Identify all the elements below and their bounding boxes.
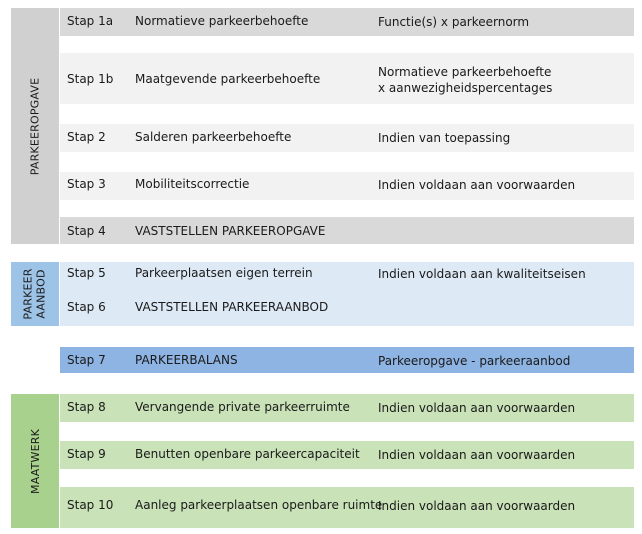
step-number: Stap 8 [67, 400, 106, 414]
step-number: Stap 1b [67, 72, 114, 86]
step-number: Stap 2 [67, 130, 106, 144]
step-note: Functie(s) x parkeernorm [378, 15, 530, 29]
step-note: Indien voldaan aan voorwaarden [378, 401, 576, 415]
step-name: VASTSTELLEN PARKEEROPGAVE [135, 224, 326, 238]
step-name: Vervangende private parkeerruimte [135, 400, 350, 414]
step-name: Mobiliteitscorrectie [135, 177, 250, 191]
step-name: Maatgevende parkeerbehoefte [135, 72, 321, 86]
step-name: Parkeerplaatsen eigen terrein [135, 266, 313, 280]
step-number: Stap 4 [67, 224, 106, 238]
step-note: Indien van toepassing [378, 131, 511, 145]
step-note: Indien voldaan aan voorwaarden [378, 178, 576, 192]
section-label-maatwerk: MAATWERK [28, 428, 42, 494]
section-parkeeropgave [11, 8, 59, 244]
step-number: Stap 9 [67, 447, 106, 461]
section-label-parkeeraanbod: PARKEER AANBOD [22, 268, 49, 320]
step-name: PARKEERBALANS [135, 353, 238, 367]
step-number: Stap 3 [67, 177, 106, 191]
step-name: Normatieve parkeerbehoefte [135, 14, 309, 28]
step-note: Indien voldaan aan voorwaarden [378, 448, 576, 462]
step-note: Parkeeropgave - parkeeraanbod [378, 354, 571, 368]
step-note: Indien voldaan aan kwaliteitseisen [378, 267, 586, 281]
step-name: Salderen parkeerbehoefte [135, 130, 292, 144]
section-parkeeraanbod [11, 262, 59, 326]
step-note: Indien voldaan aan voorwaarden [378, 499, 576, 513]
step-name: VASTSTELLEN PARKEERAANBOD [135, 300, 329, 314]
step-note: Normatieve parkeerbehoefte x aanwezigheidspercentages [378, 65, 553, 95]
step-name: Benutten openbare parkeercapaciteit [135, 447, 360, 461]
step-number: Stap 6 [67, 300, 106, 314]
section-maatwerk [11, 394, 59, 528]
step-number: Stap 7 [67, 353, 106, 367]
section-label-parkeeropgave: PARKEEROPGAVE [28, 77, 42, 175]
step-number: Stap 5 [67, 266, 106, 280]
step-number: Stap 10 [67, 498, 114, 512]
step-number: Stap 1a [67, 14, 114, 28]
step-name: Aanleg parkeerplaatsen openbare ruimte [135, 498, 383, 512]
